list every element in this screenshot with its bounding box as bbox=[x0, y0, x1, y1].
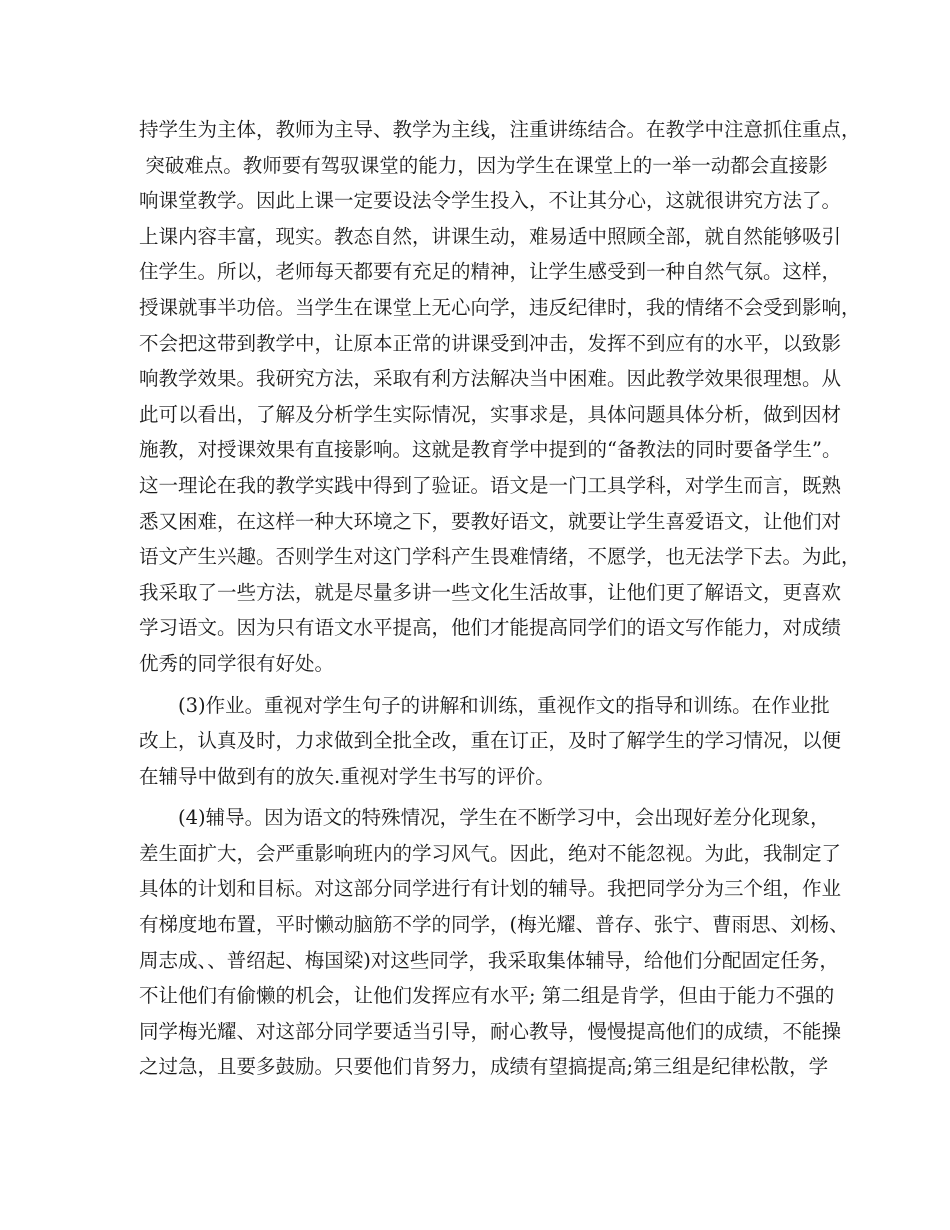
text-line: 授课就事半功倍。当学生在课堂上无心向学，违反纪律时，我的情绪不会受到影响， bbox=[139, 295, 861, 319]
text-line: 上课内容丰富，现实。教态自然，讲课生动，难易适中照顾全部，就自然能够吸引 bbox=[139, 224, 842, 248]
text-line: 具体的计划和目标。对这部分同学进行有计划的辅导。我把同学分为三个组，作业 bbox=[139, 877, 842, 901]
text-line: 优秀的同学很有好处。 bbox=[139, 651, 335, 675]
text-line: 不让他们有偷懒的机会，让他们发挥应有水平; 第二组是肯学，但由于能力不强的 bbox=[139, 984, 835, 1008]
text-line: 我采取了一些方法，就是尽量多讲一些文化生活故事，让他们更了解语文，更喜欢 bbox=[139, 580, 842, 604]
paragraph-start-homework: (3)作业。重视对学生句子的讲解和训练，重视作文的指导和训练。在作业批 bbox=[178, 693, 830, 717]
text-line: 悉又困难，在这样一种大环境之下，要教好语文，就要让学生喜爱语文，让他们对 bbox=[139, 509, 842, 533]
text-line: 不会把这带到教学中，让原本正常的讲课受到冲击，发挥不到应有的水平，以致影 bbox=[139, 331, 842, 355]
text-line: 住学生。所以，老师每天都要有充足的精神，让学生感受到一种自然气氛。这样， bbox=[139, 260, 842, 284]
text-line: 周志成、、普绍起、梅国梁)对这些同学，我采取集体辅导，给他们分配固定任务， bbox=[139, 948, 839, 972]
text-line: 响教学效果。我研究方法，采取有利方法解决当中困难。因此教学效果很理想。从 bbox=[139, 367, 842, 391]
paragraph-start-tutoring: (4)辅导。因为语文的特殊情况，学生在不断学习中，会出现好差分化现象， bbox=[178, 806, 830, 830]
text-line: 差生面扩大，会严重影响班内的学习风气。因此，绝对不能忽视。为此，我制定了 bbox=[139, 841, 842, 865]
text-line: 响课堂教学。因此上课一定要设法令学生投入，不让其分心，这就很讲究方法了。 bbox=[139, 189, 842, 213]
text-line: 这一理论在我的教学实践中得到了验证。语文是一门工具学科，对学生而言，既熟 bbox=[139, 473, 842, 497]
text-line: 语文产生兴趣。否则学生对这门学科产生畏难情绪，不愿学，也无法学下去。为此， bbox=[139, 545, 861, 569]
text-line: 有梯度地布置，平时懒动脑筋不学的同学，(梅光耀、普存、张宁、曹雨思、刘杨、 bbox=[139, 913, 849, 937]
body-text bbox=[139, 112, 861, 1085]
text-line: 在辅导中做到有的放矢.重视对学生书写的评价。 bbox=[139, 764, 555, 788]
text-line: 之过急，且要多鼓励。只要他们肯努力，成绩有望搞提高;第三组是纪律松散，学 bbox=[139, 1055, 829, 1079]
text-line: 持学生为主体，教师为主导、教学为主线，注重讲练结合。在教学中注意抓住重点， bbox=[139, 118, 861, 141]
text-line: 学习语文。因为只有语文水平提高，他们才能提高同学们的语文写作能力，对成绩 bbox=[139, 616, 842, 640]
text-line: 施教，对授课效果有直接影响。这就是教育学中提到的“备教法的同时要备学生”。 bbox=[139, 438, 842, 462]
text-line: 改上，认真及时，力求做到全批全改，重在订正，及时了解学生的学习情况，以便 bbox=[139, 729, 842, 753]
text-line: 突破难点。教师要有驾驭课堂的能力，因为学生在课堂上的一举一动都会直接影 bbox=[139, 153, 828, 177]
text-line: 同学梅光耀、对这部分同学要适当引导，耐心教导，慢慢提高他们的成绩，不能操 bbox=[139, 1019, 842, 1043]
text-line: 此可以看出，了解及分析学生实际情况，实事求是，具体问题具体分析，做到因材 bbox=[139, 402, 842, 426]
